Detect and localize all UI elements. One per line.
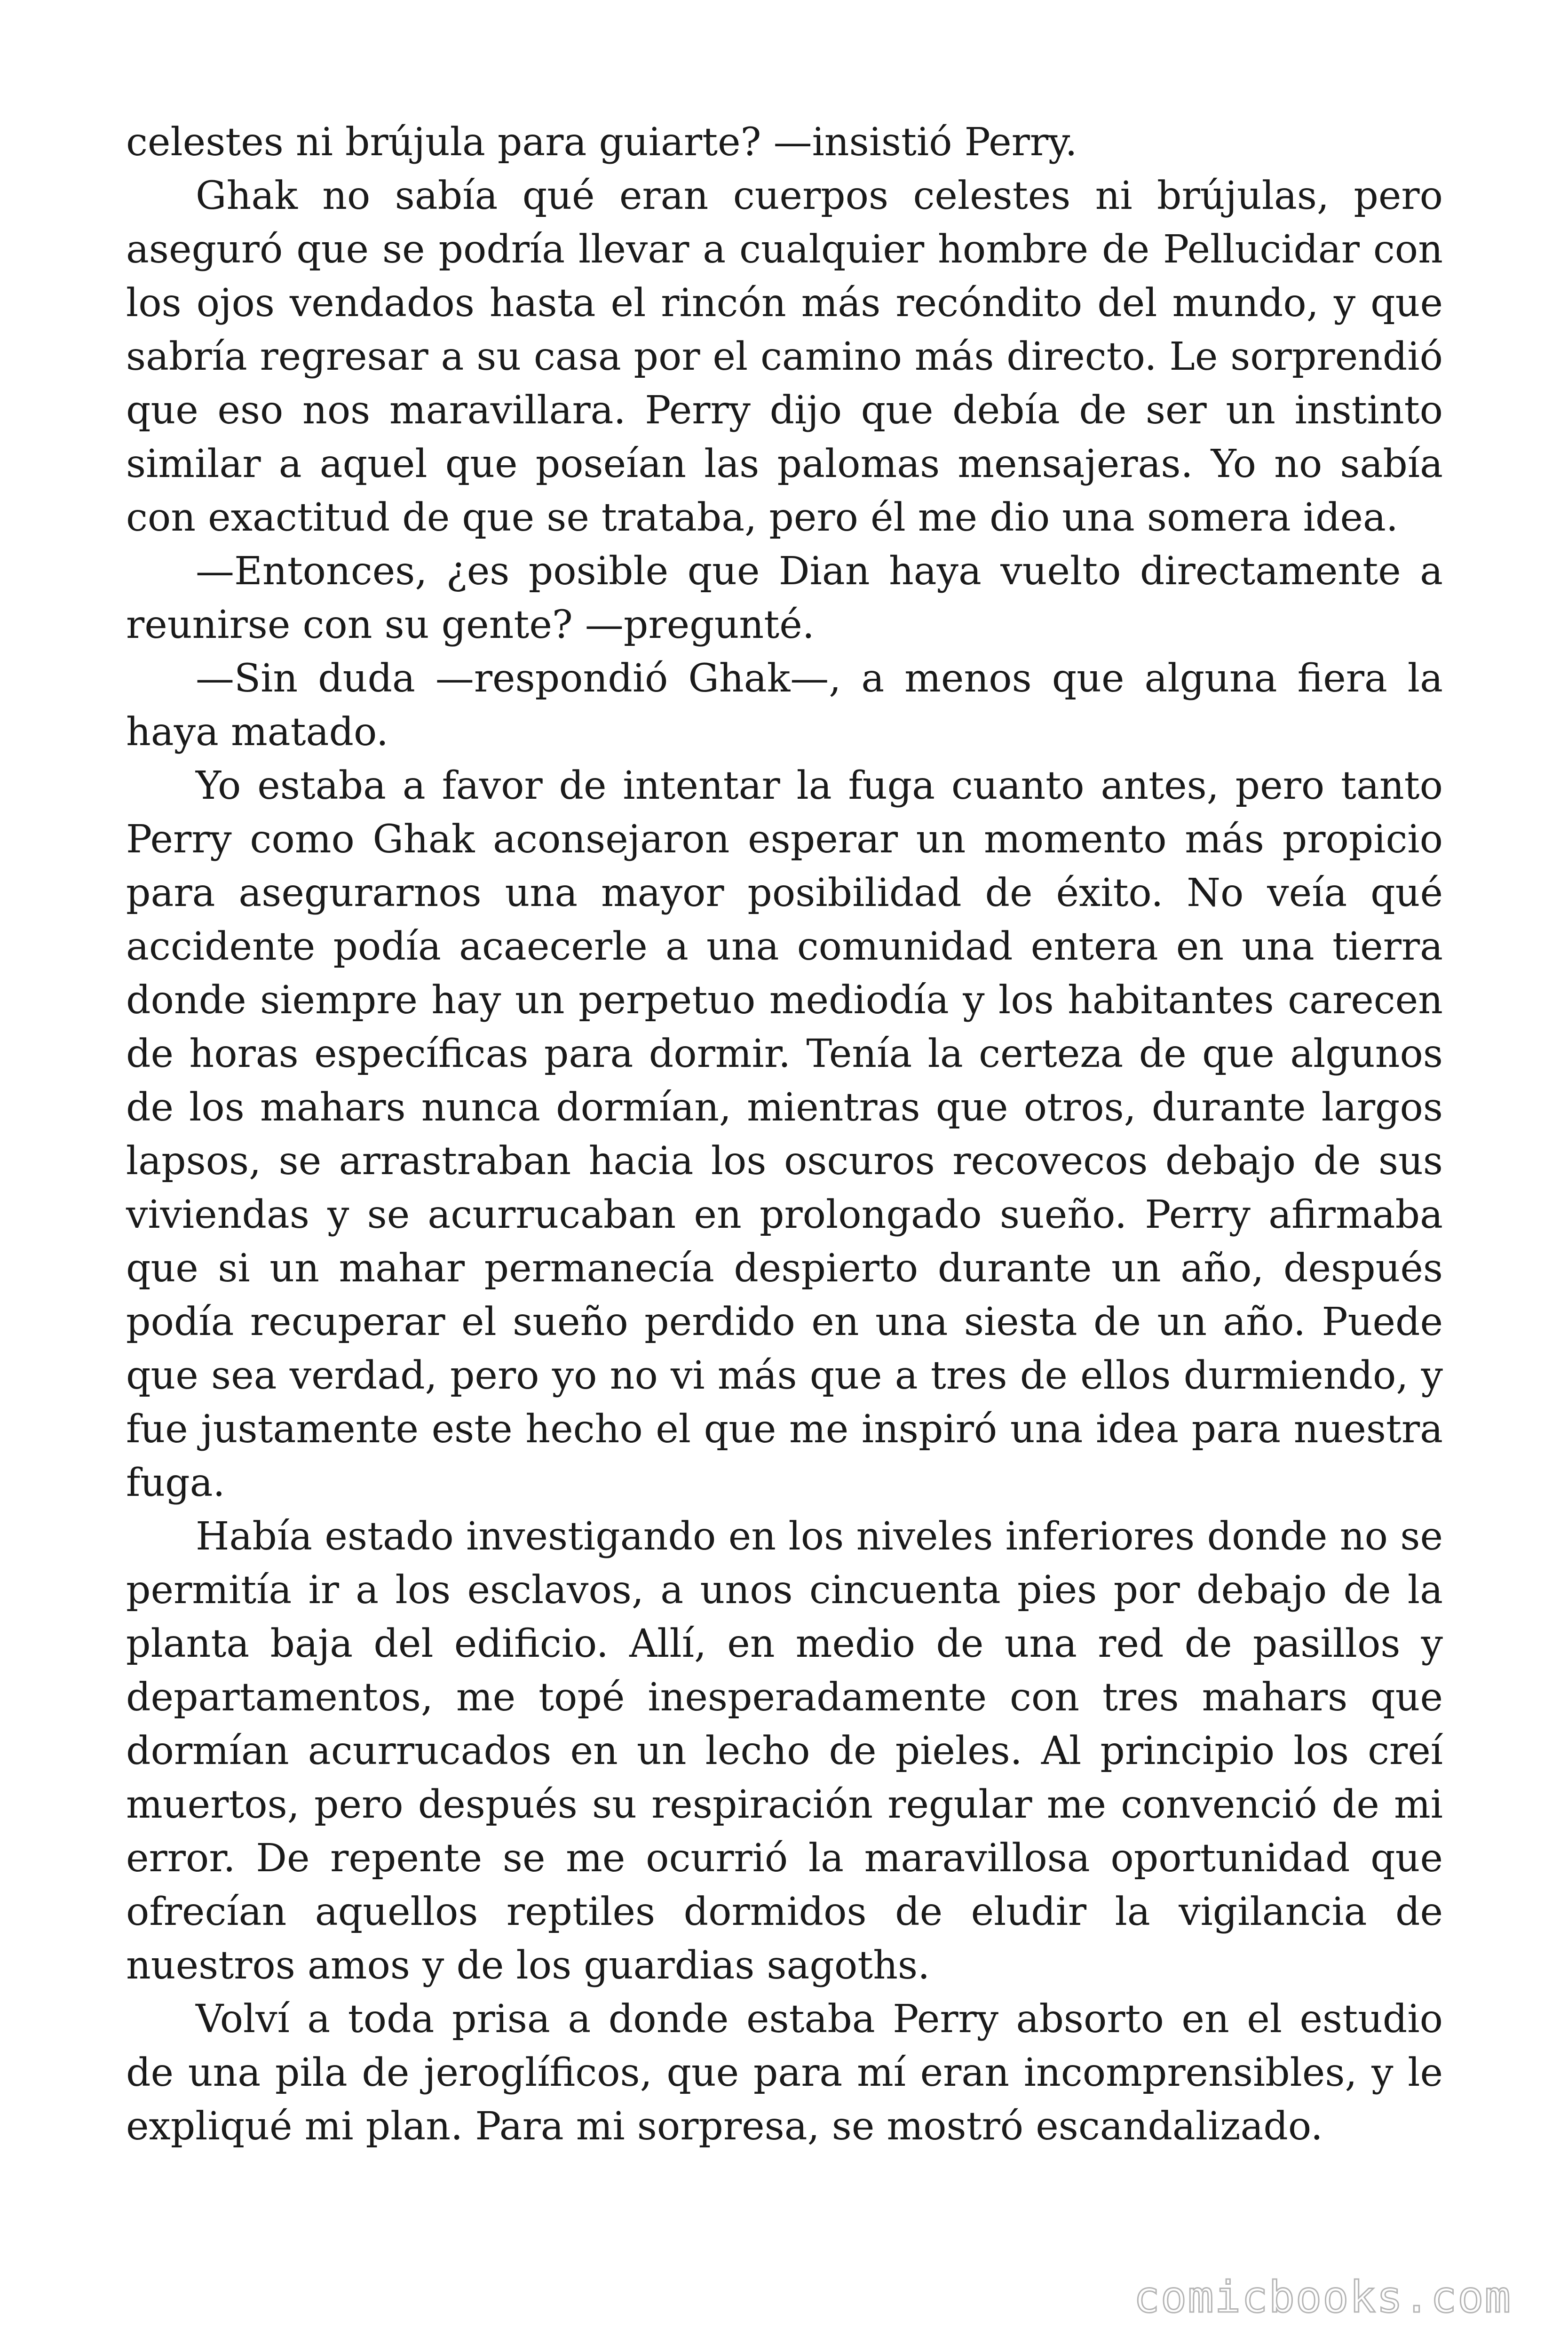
paragraph-2: Ghak no sabía qué eran cuerpos celestes ni brújulas, pero aseguró que se podría llevar a cualquier hombre de Pellucidar con los ojos vendados hasta el rincón más recóndito del mundo, y que sabría regresar a su casa por el camino más directo. Le sorprendió que eso nos maravillara. Perry dijo que debía de ser un instinto similar a aquel que poseían las palomas mensajeras. Yo no sabía con exactitud de que se trataba, pero él me dio una somera idea. <box>126 174 1443 540</box>
paragraph-3: —Entonces, ¿es posible que Dian haya vuelto directamente a reunirse con su gente? —pregunté. <box>126 549 1443 647</box>
paragraph-7: Volví a toda prisa a donde estaba Perry absorto en el estudio de una pila de jeroglíficos, que para mí eran incomprensibles, y le expliqué mi plan. Para mi sorpresa, se mostró escandalizado. <box>126 1997 1443 2149</box>
paragraph-4: —Sin duda —respondió Ghak—, a menos que alguna fiera la haya matado. <box>126 656 1443 755</box>
paragraph-5: Yo estaba a favor de intentar la fuga cuanto antes, pero tanto Perry como Ghak aconsejaron esperar un momento más propicio para asegurarnos una mayor posibilidad de éxito. No veía qué accidente podía acaecerle a una comunidad entera en una tierra donde siempre hay un perpetuo mediodía y los habitantes carecen de horas específicas para dormir. Tenía la certeza de que algunos de los mahars nunca dormían, mientras que otros, durante largos lapsos, se arrastraban hacia los oscuros recovecos debajo de sus viviendas y se acurrucaban en prolongado sueño. Perry afirmaba que si un mahar permanecía despierto durante un año, después podía recuperar el sueño perdido en una siesta de un año. Puede que sea verdad, pero yo no vi más que a tres de ellos durmiendo, y fue justamente este hecho el que me inspiró una idea para nuestra fuga. <box>126 763 1443 1505</box>
paragraph-6: Había estado investigando en los niveles inferiores donde no se permitía ir a los esclavos, a unos cincuenta pies por debajo de la planta baja del edificio. Allí, en medio de una red de pasillos y departamentos, me topé inesperadamente con tres mahars que dormían acurrucados en un lecho de pieles. Al principio los creí muertos, pero después su respiración regular me convenció de mi error. De repente se me ocurrió la maravillosa oportunidad que ofrecían aquellos reptiles dormidos de eludir la vigilancia de nuestros amos y de los guardias sagoths. <box>126 1514 1443 1988</box>
watermark: comicbooks.com <box>1133 2272 1512 2322</box>
paragraph-1: celestes ni brújula para guiarte? —insistió Perry. <box>126 120 1077 165</box>
body-text <box>126 116 1443 2153</box>
